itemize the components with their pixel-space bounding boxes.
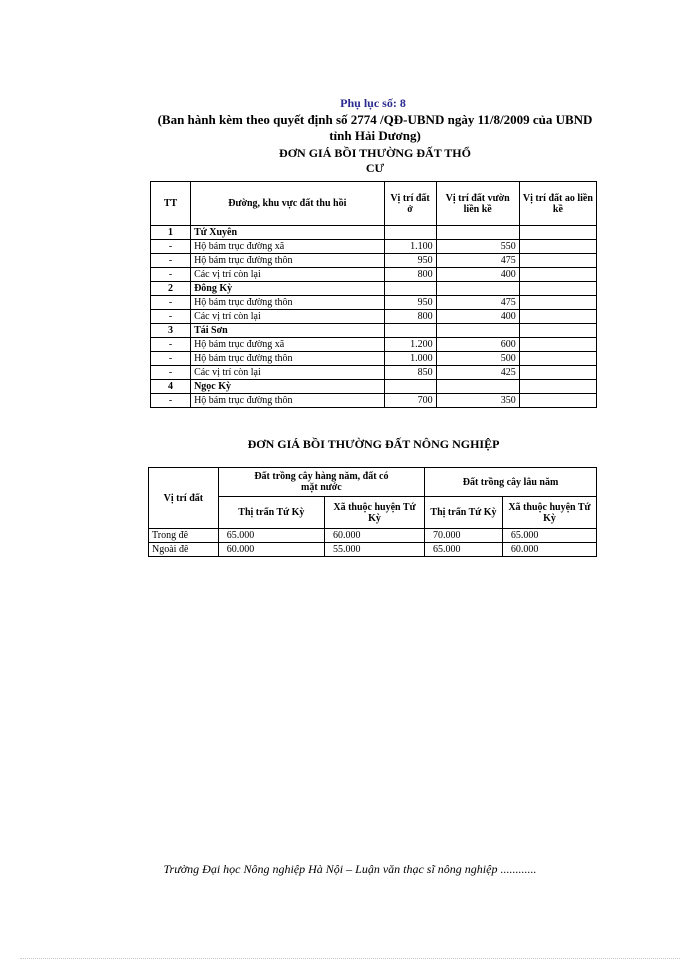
empty-cell <box>384 282 436 296</box>
group-number: 1 <box>151 226 191 240</box>
location-label: Trong đê <box>149 529 219 543</box>
group-name: Ngọc Kỳ <box>191 380 384 394</box>
garden-price: 475 <box>436 254 519 268</box>
residential-price: 700 <box>384 394 436 408</box>
issuance-note-line2: tỉnh Hải Dương) <box>329 128 421 143</box>
perennial-town-price: 65.000 <box>425 543 503 557</box>
table-row <box>151 296 597 310</box>
residential-price: 950 <box>384 296 436 310</box>
perennial-town-price: 70.000 <box>425 529 503 543</box>
group-number: 2 <box>151 282 191 296</box>
header-commune-annual: Xã thuộc huyện Tứ Kỳ <box>324 497 424 529</box>
residential-price-table <box>150 181 597 408</box>
residential-table-body <box>151 226 597 408</box>
table-header-row <box>149 468 597 497</box>
road-description: Hộ bám trục đường thôn <box>191 394 384 408</box>
residential-price: 850 <box>384 366 436 380</box>
agricultural-table-body <box>149 529 597 557</box>
residential-price: 800 <box>384 268 436 282</box>
table-row <box>151 338 597 352</box>
empty-cell <box>384 380 436 394</box>
table-row <box>149 543 597 557</box>
empty-cell <box>519 324 596 338</box>
group-name: Tứ Xuyên <box>191 226 384 240</box>
road-description: Hộ bám trục đường thôn <box>191 352 384 366</box>
road-description: Hộ bám trục đường thôn <box>191 254 384 268</box>
empty-cell <box>519 282 596 296</box>
garden-price: 350 <box>436 394 519 408</box>
residential-title-line1: ĐƠN GIÁ BỒI THƯỜNG ĐẤT THỔ <box>279 146 471 160</box>
table-row <box>151 240 597 254</box>
header-garden: Vị trí đất vườn liền kề <box>436 182 519 226</box>
header-residential: Vị trí đất ở <box>384 182 436 226</box>
perennial-commune-price: 65.000 <box>502 529 596 543</box>
pond-price <box>519 338 596 352</box>
empty-cell <box>519 380 596 394</box>
issuance-note-line1: (Ban hành kèm theo quyết định số 2774 /QĐ-UBND ngày 11/8/2009 của UBND <box>157 112 593 127</box>
perennial-commune-price: 60.000 <box>502 543 596 557</box>
residential-price: 800 <box>384 310 436 324</box>
table-row <box>151 268 597 282</box>
road-description: Hộ bám trục đường xã <box>191 338 384 352</box>
road-description: Hộ bám trục đường xã <box>191 240 384 254</box>
row-dash: - <box>151 240 191 254</box>
pond-price <box>519 254 596 268</box>
group-row <box>151 282 597 296</box>
page-edge-divider <box>20 958 680 959</box>
group-row <box>151 324 597 338</box>
garden-price: 600 <box>436 338 519 352</box>
row-dash: - <box>151 254 191 268</box>
garden-price: 500 <box>436 352 519 366</box>
pond-price <box>519 296 596 310</box>
road-description: Hộ bám trục đường thôn <box>191 296 384 310</box>
table-row <box>151 394 597 408</box>
issuance-note <box>130 112 620 144</box>
header-town-perennial: Thị trấn Tứ Kỳ <box>425 497 503 529</box>
pond-price <box>519 268 596 282</box>
road-description: Các vị trí còn lại <box>191 366 384 380</box>
group-row <box>151 380 597 394</box>
pond-price <box>519 240 596 254</box>
table-row <box>151 254 597 268</box>
row-dash: - <box>151 338 191 352</box>
empty-cell <box>384 226 436 240</box>
appendix-number: Phụ lục số: 8 <box>340 96 406 110</box>
header-perennial-crops: Đất trồng cây lâu năm <box>425 468 597 497</box>
group-number: 4 <box>151 380 191 394</box>
row-dash: - <box>151 394 191 408</box>
road-description: Các vị trí còn lại <box>191 268 384 282</box>
pond-price <box>519 310 596 324</box>
row-dash: - <box>151 352 191 366</box>
row-dash: - <box>151 366 191 380</box>
table-row <box>151 310 597 324</box>
header-annual-crops: Đất trồng cây hàng năm, đất có mặt nước <box>218 468 424 497</box>
garden-price: 475 <box>436 296 519 310</box>
pond-price <box>519 366 596 380</box>
annual-town-price: 60.000 <box>218 543 324 557</box>
row-dash: - <box>151 310 191 324</box>
header-pond: Vị trí đất ao liền kề <box>519 182 596 226</box>
table-row <box>149 529 597 543</box>
residential-price: 1.100 <box>384 240 436 254</box>
table-header-row <box>151 182 597 226</box>
pond-price <box>519 352 596 366</box>
empty-cell <box>384 324 436 338</box>
row-dash: - <box>151 296 191 310</box>
residential-title-line2: CƯ <box>365 161 385 175</box>
garden-price: 400 <box>436 310 519 324</box>
annual-commune-price: 60.000 <box>324 529 424 543</box>
empty-cell <box>436 380 519 394</box>
residential-price: 1.000 <box>384 352 436 366</box>
empty-cell <box>436 226 519 240</box>
header-tt: TT <box>151 182 191 226</box>
header-road: Đường, khu vực đất thu hồi <box>191 182 384 226</box>
empty-cell <box>436 282 519 296</box>
table-row <box>151 366 597 380</box>
group-name: Đông Kỳ <box>191 282 384 296</box>
table-row <box>151 352 597 366</box>
group-number: 3 <box>151 324 191 338</box>
page-footer: Trường Đại học Nông nghiệp Hà Nội – Luận văn thạc sĩ nông nghiệp ............ <box>163 862 537 876</box>
empty-cell <box>436 324 519 338</box>
empty-cell <box>519 226 596 240</box>
pond-price <box>519 394 596 408</box>
agricultural-price-table <box>148 467 597 557</box>
group-row <box>151 226 597 240</box>
garden-price: 400 <box>436 268 519 282</box>
header-town-annual: Thị trấn Tứ Kỳ <box>218 497 324 529</box>
residential-title <box>200 146 550 176</box>
location-label: Ngoài đê <box>149 543 219 557</box>
garden-price: 425 <box>436 366 519 380</box>
group-name: Tái Sơn <box>191 324 384 338</box>
row-dash: - <box>151 268 191 282</box>
residential-price: 1.200 <box>384 338 436 352</box>
header-commune-perennial: Xã thuộc huyện Tứ Kỳ <box>502 497 596 529</box>
annual-commune-price: 55.000 <box>324 543 424 557</box>
garden-price: 550 <box>436 240 519 254</box>
annual-town-price: 65.000 <box>218 529 324 543</box>
agricultural-title: ĐƠN GIÁ BỒI THƯỜNG ĐẤT NÔNG NGHIỆP <box>247 437 500 451</box>
header-location: Vị trí đất <box>149 468 219 529</box>
residential-price: 950 <box>384 254 436 268</box>
road-description: Các vị trí còn lại <box>191 310 384 324</box>
